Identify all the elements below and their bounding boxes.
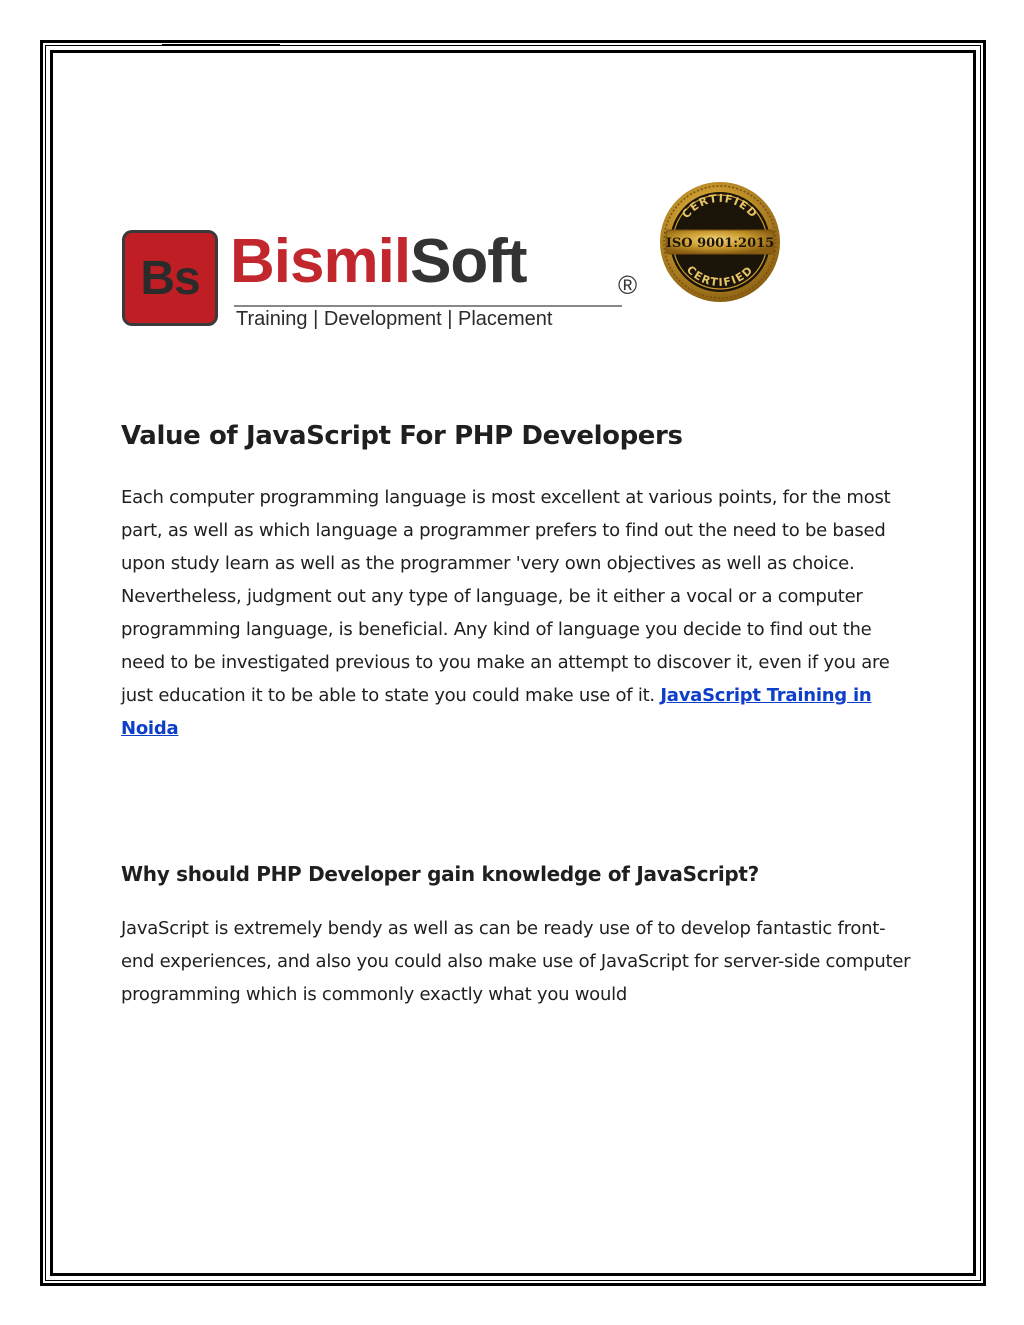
logo-divider [234,305,622,307]
seal-center-text: ISO 9001:2015 [665,236,775,251]
logo-brand-part1: Bismil [230,227,411,296]
section2-body: JavaScript is extremely bendy as well as can be ready use of to develop fantastic front-end experiences, and also you could also make use of JavaScript for server-side computer programming which is commonly exactly what you would [121,918,911,1005]
section1-heading: Value of JavaScript For PHP Developers [121,421,683,451]
iso-certified-seal-icon [658,180,782,304]
logo-mark [122,230,218,326]
section1-body-text: Each computer programming language is most excellent at various points, for the most part, as well as which language a programmer prefers to find out the need to be based upon study learn as well as the programmer 'very own objectives as well as choice. Nevertheless, judgment out any type of language, be it either a vocal or a computer programming language, is beneficial. Any kind of language you decide to find out the need to be investigated previous to you make an attempt to discover it, even if you are just education it to be able to state you could make use of it. [121,487,891,706]
section1-body [121,481,911,745]
logo-mark-text: Bs [140,251,200,305]
bismilsoft-logo [122,228,652,336]
javascript-training-link[interactable]: JavaScript Training in Noida [121,685,872,739]
seal-bottom-text: CERTIFIED [683,263,757,290]
registered-mark: ® [618,270,638,300]
border-accent-line [162,44,280,46]
logo-tagline: Training | Development | Placement [236,308,553,330]
logo-wordmark [230,226,527,298]
section2-heading: Why should PHP Developer gain knowledge of JavaScript? [121,862,759,886]
logo-brand-part2: Soft [410,227,527,296]
seal-top-text: CERTIFIED [679,191,761,221]
